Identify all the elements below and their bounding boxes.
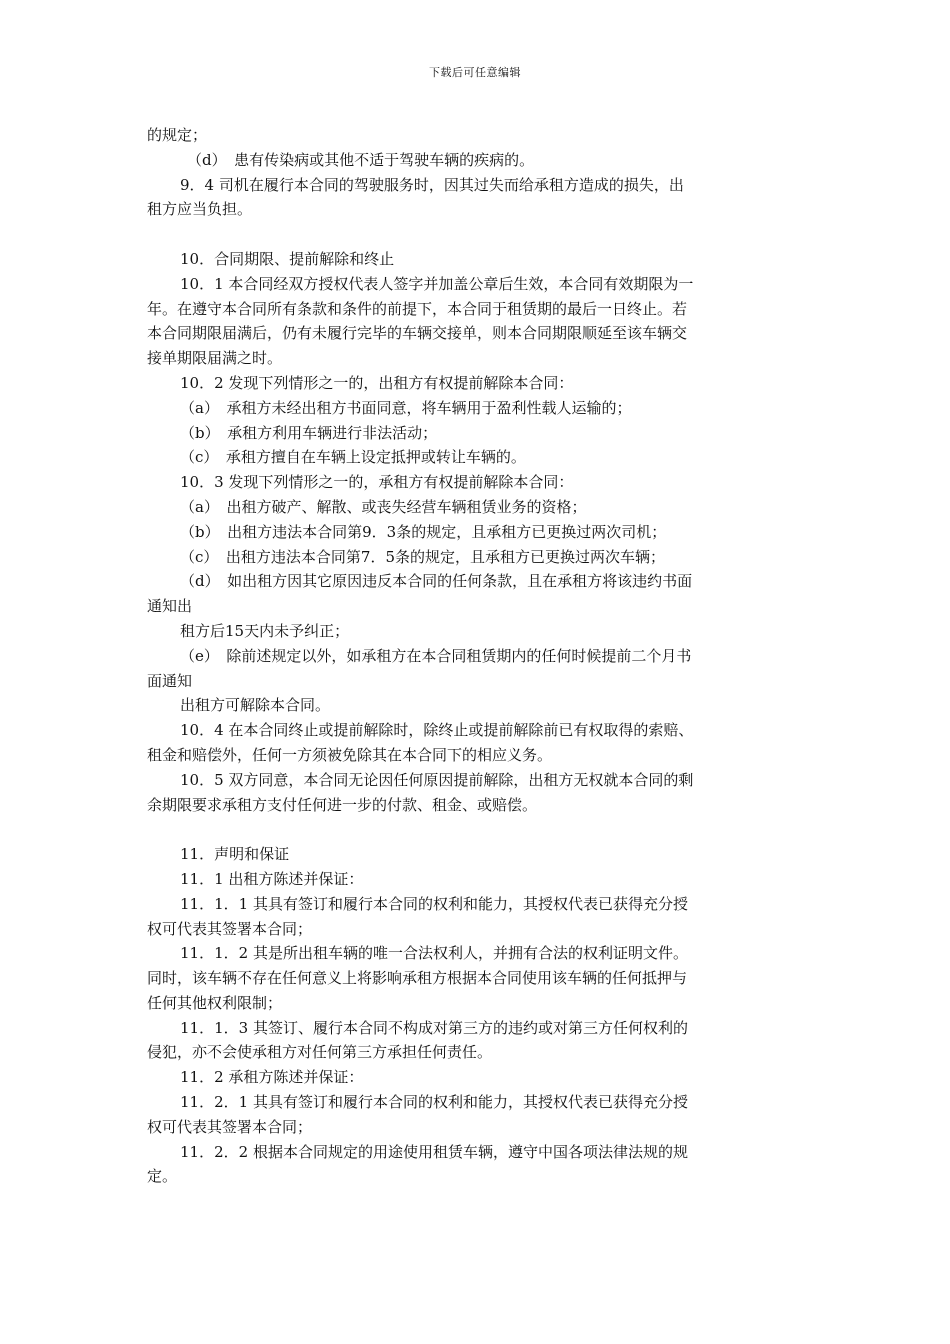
text-line: （c） 承租方擅自在车辆上设定抵押或转让车辆的。: [180, 448, 526, 467]
text-line: 权可代表其签署本合同；: [147, 919, 313, 938]
text-line: 11．2 承租方陈述并保证：: [180, 1068, 364, 1087]
text-line: 10．5 双方同意，本合同无论因任何原因提前解除，出租方无权就本合同的剩: [180, 770, 694, 789]
text-line: （a） 承租方未经出租方书面同意，将车辆用于盈利性载人运输的；: [180, 398, 632, 417]
text-line: （e） 除前述规定以外，如承租方在本合同租赁期内的任何时候提前二个月书: [180, 646, 692, 665]
text-line: 出租方可解除本合同。: [180, 696, 331, 715]
text-line: （b） 出租方违法本合同第9．3条的规定，且承租方已更换过两次司机；: [180, 522, 667, 541]
text-line: 10．1 本合同经双方授权代表人签字并加盖公章后生效，本合同有效期限为一: [180, 274, 694, 293]
text-line: 租方应当负担。: [147, 200, 253, 219]
text-line: 9．4 司机在履行本合同的驾驶服务时，因其过失而给承租方造成的损失，出: [180, 175, 684, 194]
text-line: 11．1．3 其签订、履行本合同不构成对第三方的违约或对第三方任何权利的: [180, 1018, 688, 1037]
text-line: 年。在遵守本合同所有条款和条件的前提下，本合同于租赁期的最后一日终止。若: [147, 299, 688, 318]
text-line: （b） 承租方利用车辆进行非法活动；: [180, 423, 438, 442]
text-line: （c） 出租方违法本合同第7．5条的规定，且承租方已更换过两次车辆；: [180, 547, 665, 566]
text-line: 10．4 在本合同终止或提前解除时，除终止或提前解除前已有权取得的索赔、: [180, 721, 694, 740]
text-line: 本合同期限届满后，仍有未履行完毕的车辆交接单，则本合同期限顺延至该车辆交: [147, 324, 688, 343]
text-line: 10．2 发现下列情形之一的，出租方有权提前解除本合同：: [180, 373, 574, 392]
text-line: 11．1．2 其是所出租车辆的唯一合法权利人，并拥有合法的权利证明文件。: [180, 944, 688, 963]
text-line: 10．3 发现下列情形之一的，承租方有权提前解除本合同：: [180, 473, 574, 492]
text-line: 权可代表其签署本合同；: [147, 1117, 313, 1136]
text-line: 面通知: [147, 671, 193, 690]
text-line: 定。: [147, 1167, 178, 1186]
text-line: 通知出: [147, 597, 193, 616]
text-line: 11．2．1 其具有签订和履行本合同的权利和能力，其授权代表已获得充分授: [180, 1093, 688, 1112]
text-line: 11．声明和保证: [180, 845, 290, 864]
text-line: 的规定；: [147, 126, 208, 144]
blank-line: [147, 817, 803, 842]
text-line: 11．2．2 根据本合同规定的用途使用租赁车辆，遵守中国各项法律法规的规: [180, 1142, 688, 1161]
text-line: 10．合同期限、提前解除和终止: [180, 249, 395, 268]
blank-line: [147, 222, 803, 247]
text-line: （d） 患有传染病或其他不适于驾驶车辆的疾病的。: [187, 150, 535, 169]
text-line: 11．1．1 其具有签订和履行本合同的权利和能力，其授权代表已获得充分授: [180, 894, 688, 913]
text-line: 接单期限届满之时。: [147, 349, 283, 368]
page-header: 下载后可任意编辑: [429, 66, 521, 79]
text-line: 租金和赔偿外，任何一方须被免除其在本合同下的相应义务。: [147, 745, 553, 764]
text-line: 任何其他权利限制；: [147, 993, 283, 1012]
text-line: （d） 如出租方因其它原因违反本合同的任何条款，且在承租方将该违约书面: [180, 572, 693, 591]
text-line: （a） 出租方破产、解散、或丧失经营车辆租赁业务的资格；: [180, 497, 587, 516]
document-body: [147, 123, 803, 1189]
text-line: 同时，该车辆不存在任何意义上将影响承租方根据本合同使用该车辆的任何抵押与: [147, 969, 688, 988]
text-line: 侵犯，亦不会使承租方对任何第三方承担任何责任。: [147, 1043, 493, 1062]
text-line: 余期限要求承租方支付任何进一步的付款、租金、或赔偿。: [147, 795, 538, 814]
text-line: 11．1 出租方陈述并保证：: [180, 869, 364, 888]
text-line: 租方后15天内未予纠正；: [180, 621, 350, 640]
